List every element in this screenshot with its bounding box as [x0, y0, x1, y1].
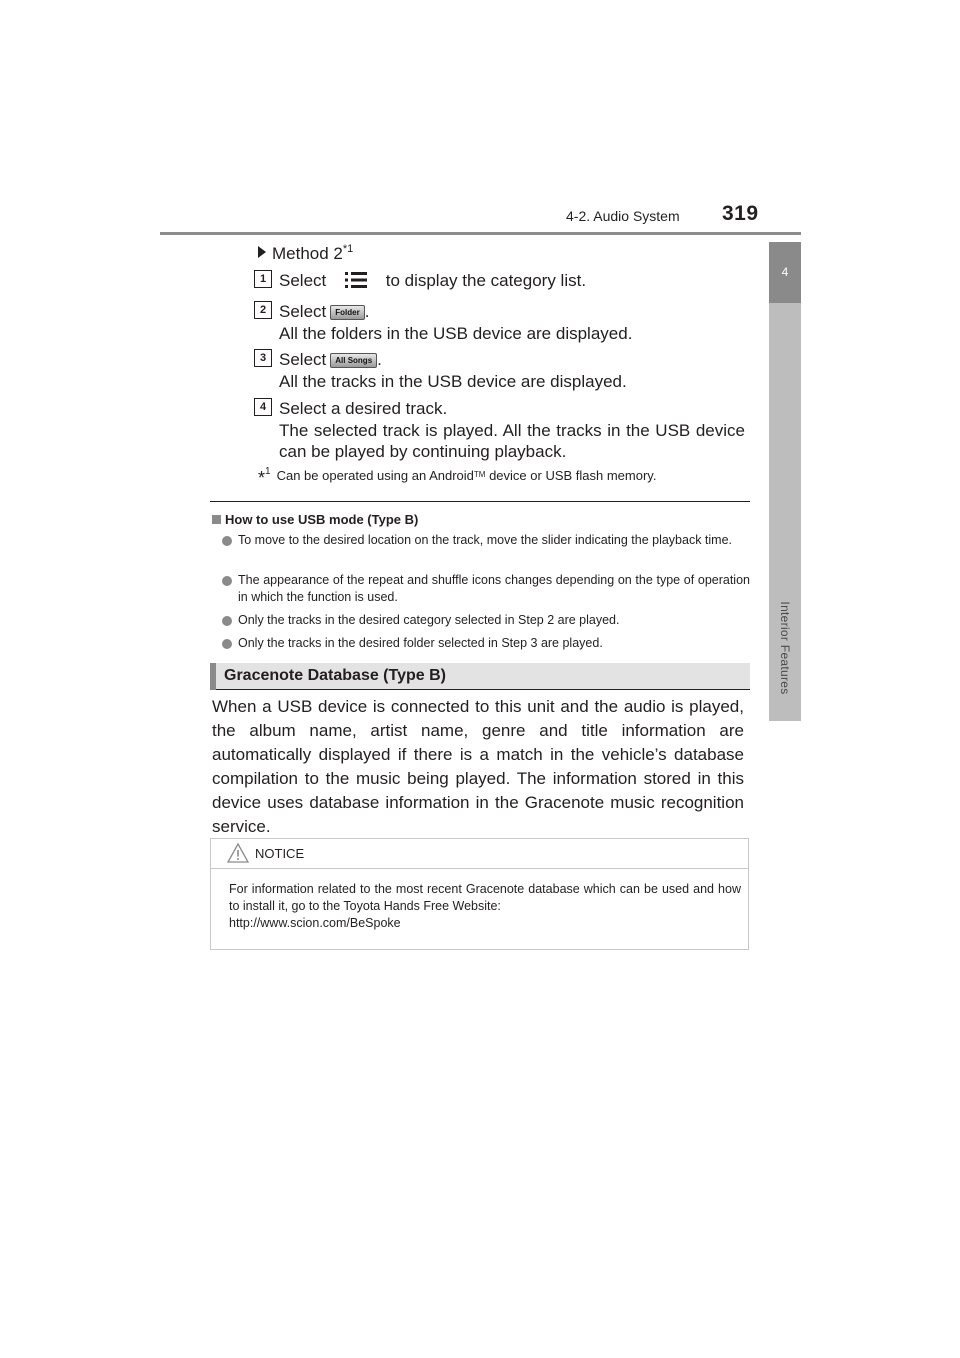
running-header-section: 4-2. Audio System	[566, 208, 680, 224]
step-2-detail: All the folders in the USB device are displayed.	[279, 324, 633, 343]
step-number-2: 2	[254, 301, 272, 319]
bullet-dot-icon	[222, 576, 232, 586]
step-1-before: Select	[279, 271, 327, 290]
header-rule	[160, 232, 801, 235]
warning-triangle-icon	[227, 843, 249, 863]
section-heading-text: Gracenote Database (Type B)	[224, 667, 446, 684]
method-superscript: *1	[342, 243, 354, 255]
section-heading	[210, 663, 750, 690]
step-2-before: Select	[279, 302, 327, 321]
notice-header	[211, 839, 748, 869]
note-text: To move to the desired location on the track, move the slider indicating the playback time.	[238, 533, 733, 547]
bullet-dot-icon	[222, 639, 232, 649]
footnote-marker: *	[258, 468, 266, 488]
note-item	[222, 612, 750, 629]
step-3-before: Select	[279, 350, 327, 369]
howto-title-text: How to use USB mode (Type B)	[225, 512, 419, 527]
notice-body	[229, 881, 741, 932]
section-heading-bar	[210, 663, 216, 690]
section-paragraph: When a USB device is connected to this unit and the audio is played, the album name, artist name, genre and title information are automatically displayed if there is a match in the vehicle’s database compilation to the music being played. The information stored in this device uses database information in the Gracenote music recognition service.	[212, 697, 744, 836]
footnote-text-after: device or USB flash memory.	[485, 468, 657, 483]
footnote-text-before: Can be operated using an Android	[276, 468, 474, 483]
step-3-detail: All the tracks in the USB device are displayed.	[279, 372, 627, 391]
chapter-tab-number: 4	[769, 242, 801, 303]
step-3-text	[279, 349, 382, 370]
note-item	[222, 635, 750, 652]
step-1-after: to display the category list.	[385, 271, 587, 290]
note-text: Only the tracks in the desired category selected in Step 2 are played.	[238, 613, 620, 627]
note-item	[222, 532, 750, 549]
note-text: Only the tracks in the desired folder selected in Step 3 are played.	[238, 636, 603, 650]
step-number-3: 3	[254, 349, 272, 367]
page-number: 319	[722, 202, 759, 225]
footnote	[258, 466, 656, 489]
step-3-after: .	[377, 350, 382, 369]
square-bullet-icon	[212, 515, 221, 524]
step-4-detail: The selected track is played. All the tracks in the USB device can be played by continuing playback.	[279, 421, 745, 461]
notice-label: NOTICE	[255, 846, 305, 861]
triangle-bullet-icon	[258, 246, 266, 258]
note-item	[222, 572, 750, 606]
howto-title	[212, 512, 418, 527]
notice-box	[210, 838, 749, 950]
step-number-1: 1	[254, 270, 272, 288]
footnote-number: 1	[265, 466, 271, 477]
bullet-dot-icon	[222, 536, 232, 546]
chapter-tab	[769, 303, 801, 721]
section-separator	[210, 501, 750, 502]
notice-text: For information related to the most recent Gracenote database which can be used and how to install it, go to the Toyota Hands Free Website:	[229, 882, 741, 913]
step-2-after: .	[364, 302, 370, 321]
step-2-text	[279, 301, 369, 322]
chapter-tab-title: Interior Features	[778, 601, 792, 695]
step-1-text	[279, 270, 586, 291]
notice-url: http://www.scion.com/BeSpoke	[229, 916, 401, 930]
step-number-4: 4	[254, 398, 272, 416]
list-icon	[345, 271, 367, 289]
all-songs-button-icon: All Songs	[330, 353, 377, 368]
bullet-dot-icon	[222, 616, 232, 626]
note-text: The appearance of the repeat and shuffle icons changes depending on the type of operation in which the function is used.	[238, 573, 750, 604]
method-heading	[258, 243, 353, 264]
folder-button-icon: Folder	[330, 305, 364, 320]
method-label: Method 2	[272, 244, 343, 263]
trademark-mark: TM	[473, 470, 486, 479]
step-4-text: Select a desired track.	[279, 399, 448, 418]
